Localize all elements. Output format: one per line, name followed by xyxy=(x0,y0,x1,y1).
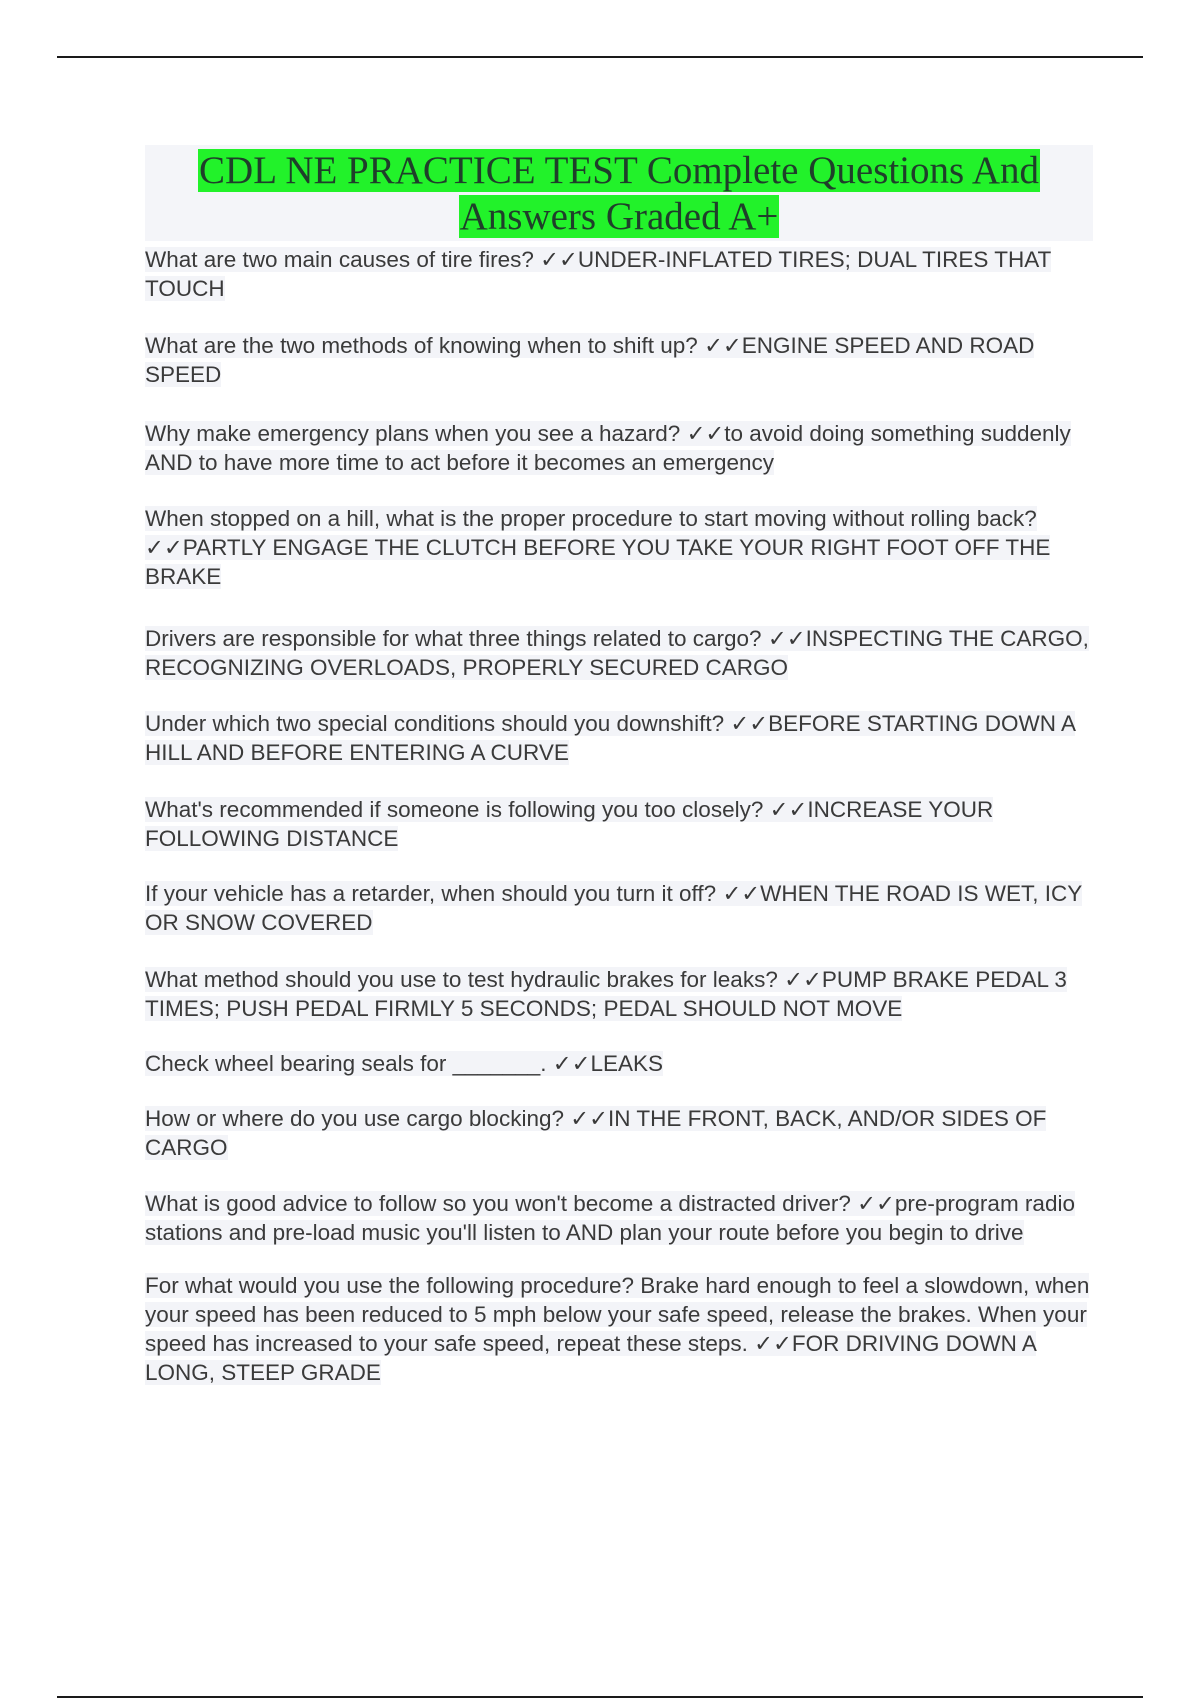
question-text: What method should you use to test hydraulic brakes for leaks? xyxy=(145,967,778,992)
qa-line xyxy=(145,421,1071,475)
check-mark-icon: ✓✓ xyxy=(722,881,761,906)
check-mark-icon: ✓✓ xyxy=(857,1191,895,1216)
document-body xyxy=(145,145,1093,1387)
answer-text: INSPECTING THE CARGO, RECOGNIZING OVERLOADS, PROPERLY SECURED CARGO xyxy=(145,626,1089,680)
check-mark-icon: ✓✓ xyxy=(769,797,808,822)
question-text: What are the two methods of knowing when to shift up? xyxy=(145,333,698,358)
answer-text: WHEN THE ROAD IS WET, ICY OR SNOW COVERED xyxy=(145,881,1082,935)
question-text: How or where do you use cargo blocking? xyxy=(145,1106,564,1131)
qa-item xyxy=(145,1049,1093,1078)
bottom-rule xyxy=(57,1696,1143,1698)
check-mark-icon: ✓✓ xyxy=(145,535,183,560)
check-mark-icon: ✓✓ xyxy=(686,421,725,446)
qa-item xyxy=(145,1271,1093,1387)
answer-text: INCREASE YOUR FOLLOWING DISTANCE xyxy=(145,797,994,851)
question-text: Why make emergency plans when you see a hazard? xyxy=(145,421,681,446)
question-text: Check wheel bearing seals for _______. xyxy=(145,1051,547,1076)
question-text: Drivers are responsible for what three things related to cargo? xyxy=(145,626,762,651)
answer-text: ENGINE SPEED AND ROAD SPEED xyxy=(145,333,1035,387)
check-mark-icon: ✓✓ xyxy=(540,247,578,272)
qa-item xyxy=(145,1104,1093,1162)
qa-item xyxy=(145,1189,1093,1247)
qa-line xyxy=(145,1191,1075,1245)
check-mark-icon: ✓✓ xyxy=(570,1106,608,1131)
check-mark-icon: ✓✓ xyxy=(784,967,822,992)
qa-item xyxy=(145,795,1093,853)
check-mark-icon: ✓✓ xyxy=(704,333,742,358)
answer-text: to avoid doing something suddenly AND to have more time to act before it becomes an emergency xyxy=(145,421,1071,475)
qa-line xyxy=(145,967,1067,1021)
question-text: When stopped on a hill, what is the proper procedure to start moving without rolling back? xyxy=(145,506,1037,531)
question-text: Under which two special conditions should you downshift? xyxy=(145,711,725,736)
answer-text: pre-program radio stations and pre-load music you'll listen to AND plan your route before you begin to drive xyxy=(145,1191,1075,1245)
qa-line xyxy=(145,506,1050,589)
qa-line xyxy=(145,247,1051,301)
qa-item xyxy=(145,879,1093,937)
check-mark-icon: ✓✓ xyxy=(767,626,806,651)
answer-text: IN THE FRONT, BACK, AND/OR SIDES OF CARGO xyxy=(145,1106,1047,1160)
answer-text: UNDER-INFLATED TIRES; DUAL TIRES THAT TOUCH xyxy=(145,247,1051,301)
question-text: For what would you use the following procedure? Brake hard enough to feel a slowdown, when your speed has been reduced to 5 mph below your safe speed, release the brakes. When your speed has increased to your safe speed, repeat these steps. xyxy=(145,1273,1090,1356)
question-text: What are two main causes of tire fires? xyxy=(145,247,534,272)
qa-line xyxy=(145,333,1034,387)
answer-text: PUMP BRAKE PEDAL 3 TIMES; PUSH PEDAL FIRMLY 5 SECONDS; PEDAL SHOULD NOT MOVE xyxy=(145,967,1067,1021)
qa-item xyxy=(145,709,1093,767)
qa-line xyxy=(145,1106,1046,1160)
qa-line xyxy=(145,711,1075,765)
qa-line xyxy=(145,881,1082,935)
qa-item xyxy=(145,504,1093,591)
check-mark-icon: ✓✓ xyxy=(552,1051,591,1076)
qa-item xyxy=(145,245,1093,303)
document-title xyxy=(145,148,1093,240)
qa-item xyxy=(145,624,1093,682)
title-highlight: CDL NE PRACTICE TEST Complete Questions And Answers Graded A+ xyxy=(199,149,1039,238)
answer-text: PARTLY ENGAGE THE CLUTCH BEFORE YOU TAKE YOUR RIGHT FOOT OFF THE BRAKE xyxy=(145,535,1051,589)
qa-list xyxy=(145,245,1093,1387)
top-rule xyxy=(57,56,1143,58)
answer-text: FOR DRIVING DOWN A LONG, STEEP GRADE xyxy=(145,1331,1036,1385)
qa-line xyxy=(145,1051,663,1076)
question-text: What's recommended if someone is following you too closely? xyxy=(145,797,764,822)
qa-item xyxy=(145,419,1093,477)
answer-text: LEAKS xyxy=(590,1051,664,1076)
question-text: What is good advice to follow so you won't become a distracted driver? xyxy=(145,1191,851,1216)
answer-text: BEFORE STARTING DOWN A HILL AND BEFORE ENTERING A CURVE xyxy=(145,711,1075,765)
qa-line xyxy=(145,1273,1089,1385)
qa-line xyxy=(145,797,993,851)
qa-line xyxy=(145,626,1089,680)
check-mark-icon: ✓✓ xyxy=(730,711,769,736)
question-text: If your vehicle has a retarder, when should you turn it off? xyxy=(145,881,717,906)
check-mark-icon: ✓✓ xyxy=(754,1331,792,1356)
qa-item xyxy=(145,965,1093,1023)
title-block xyxy=(145,145,1093,241)
qa-item xyxy=(145,331,1093,389)
